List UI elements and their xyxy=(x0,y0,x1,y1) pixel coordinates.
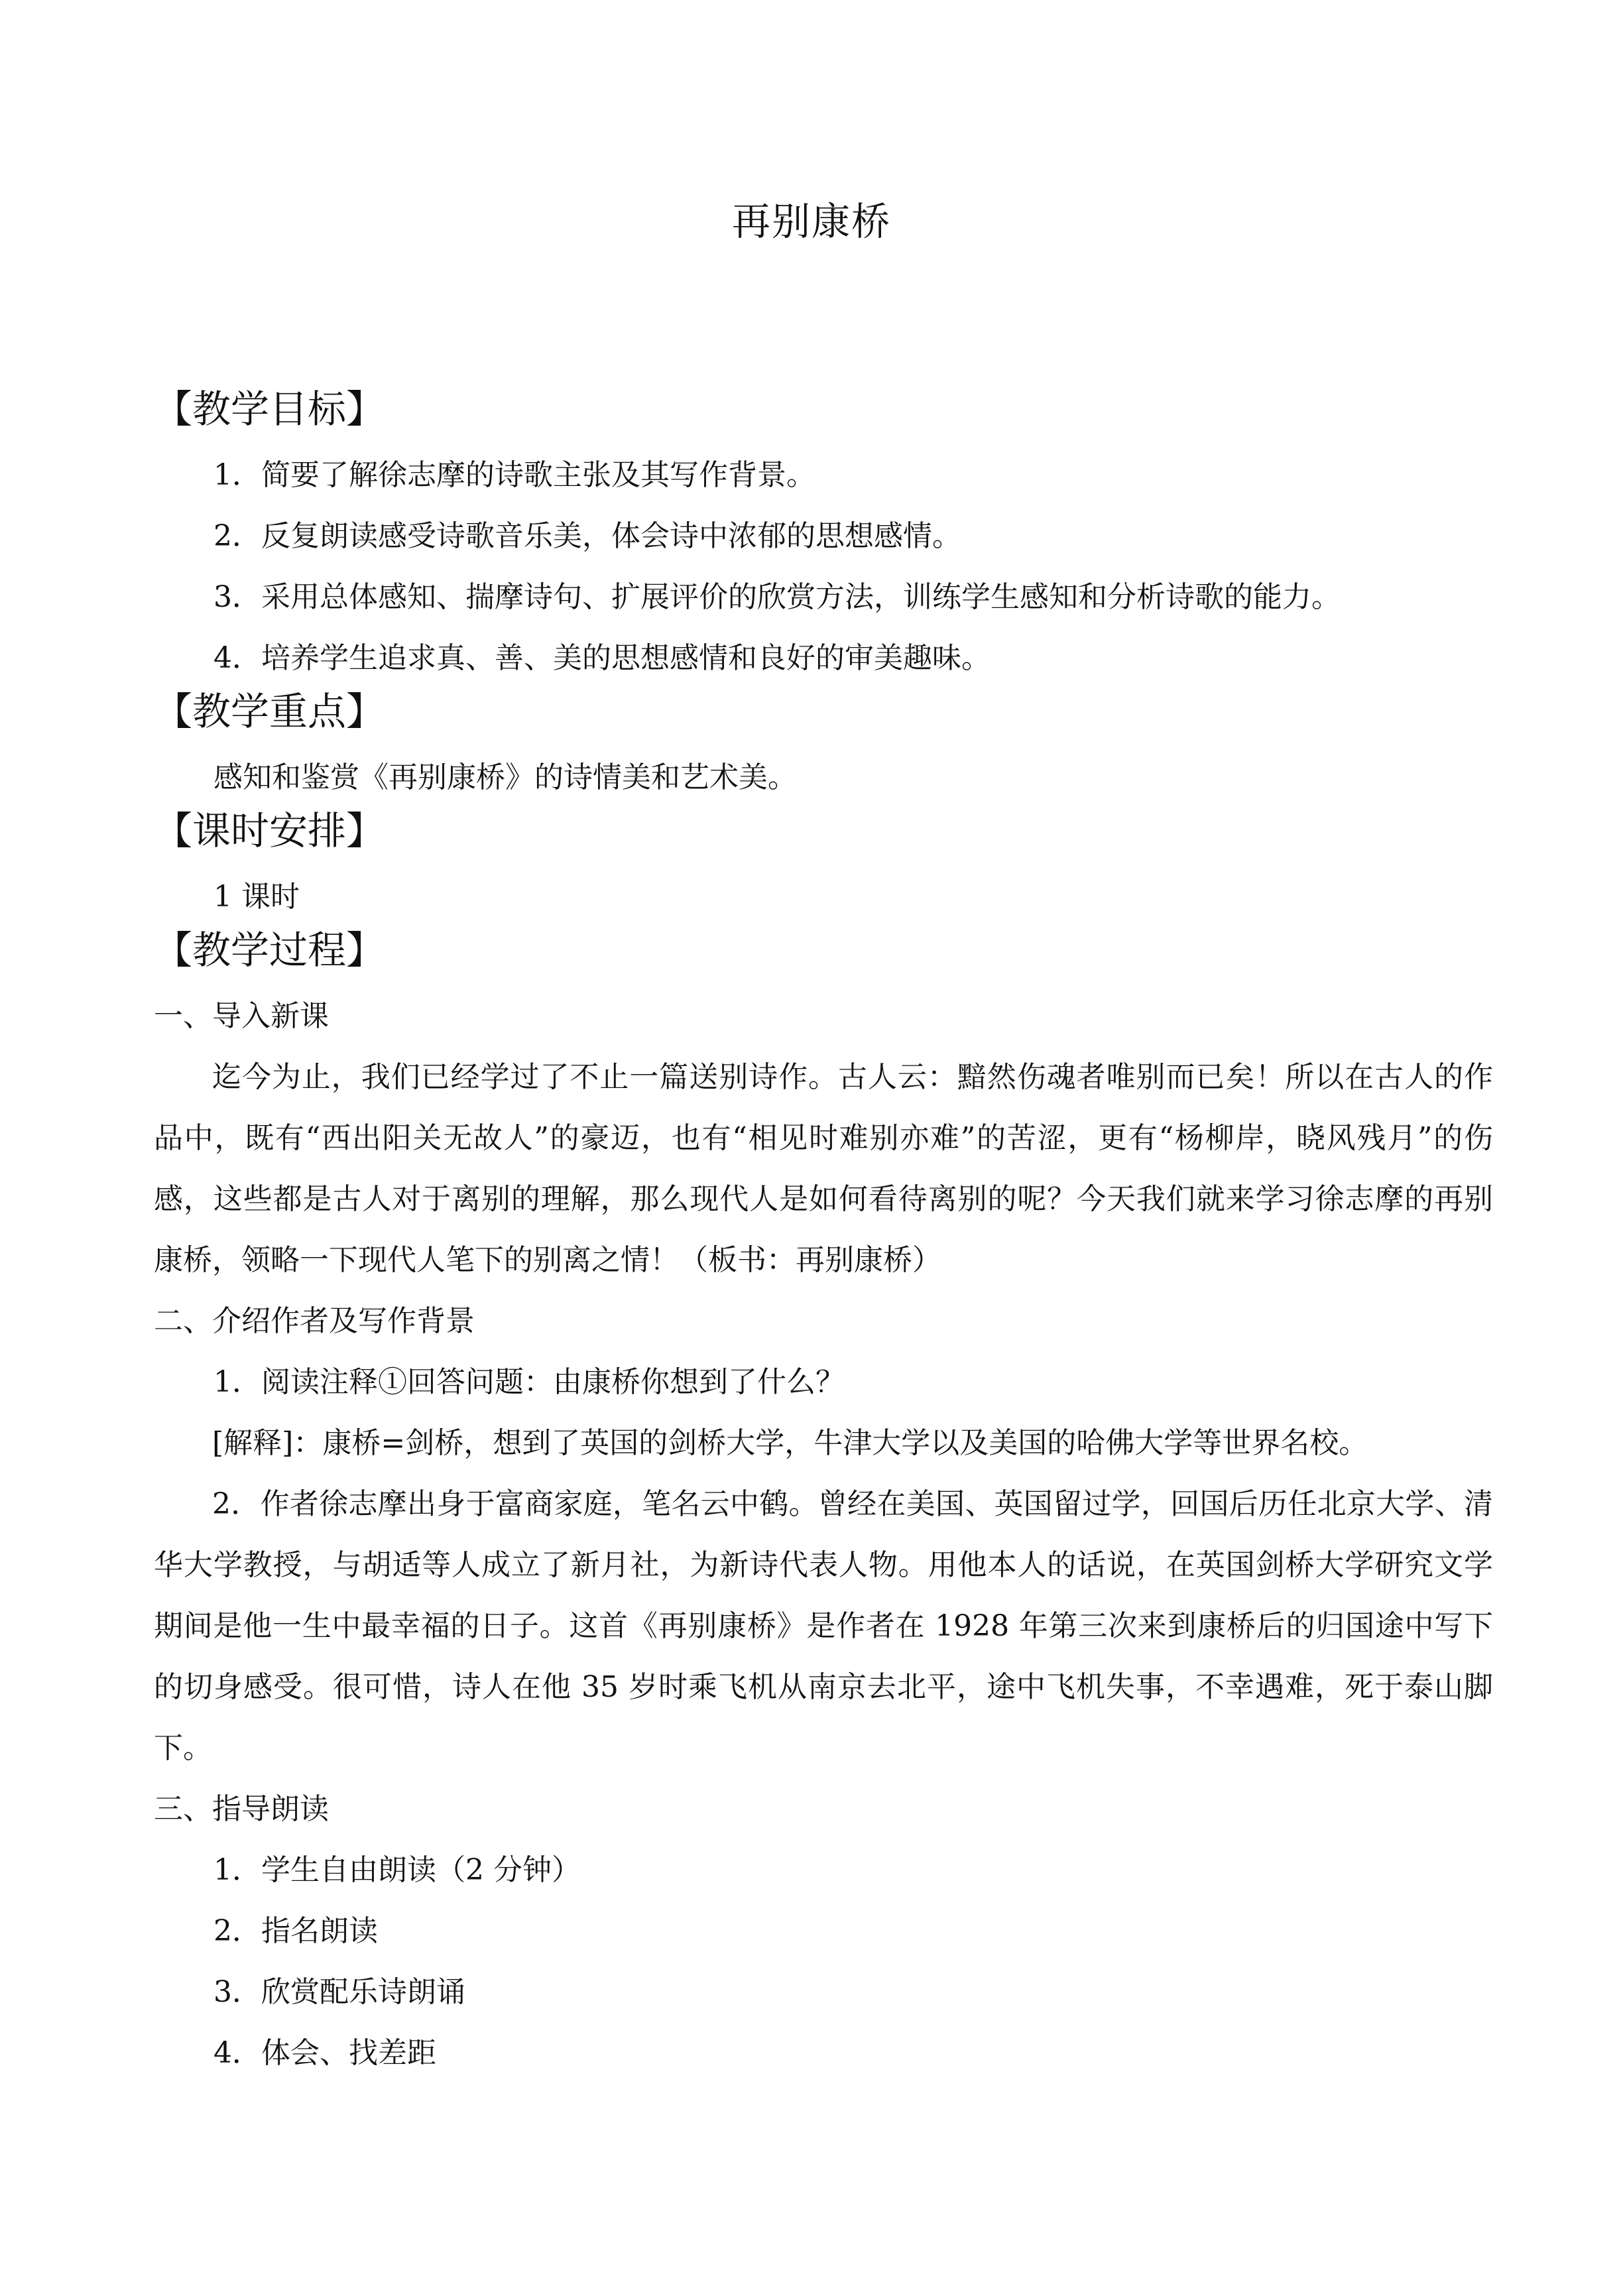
section-heading-goals: 【教学目标】 xyxy=(154,387,385,432)
process-part1-title: 一、导入新课 xyxy=(154,999,329,1033)
section-heading-focus: 【教学重点】 xyxy=(154,689,385,734)
process-part3-title: 三、指导朗读 xyxy=(154,1792,329,1826)
schedule-text: 1 课时 xyxy=(213,880,300,914)
document-title: 再别康桥 xyxy=(731,199,891,244)
process-part2-author-intro: 2．作者徐志摩出身于富商家庭，笔名云中鹤。曾经在美国、英国留过学，回国后历任北京大学、清华大学教授，与胡适等人成立了新月社，为新诗代表人物。用他本人的话说，在英国剑桥大学研究文学期间是他一生中最幸福的日子。这首《再别康桥》是作者在 1928 年第三次来到康桥后的归国途中写下的切身感受。很可惜，诗人在他 35 岁时乘飞机从南京去北平，途中飞机失事，不幸遇难，死于泰山脚下。 xyxy=(154,1487,1493,1765)
reading-step: 1．学生自由朗读（2 分钟） xyxy=(213,1853,581,1887)
process-part1-paragraph: 迄今为止，我们已经学过了不止一篇送别诗作。古人云：黯然伤魂者唯别而已矣！所以在古人的作品中，既有“西出阳关无故人”的豪迈，也有“相见时难别亦难”的苦涩，更有“杨柳岸，晓风残月”的伤感，这些都是古人对于离别的理解，那么现代人是如何看待离别的呢？今天我们就来学习徐志摩的再别康桥，领略一下现代人笔下的别离之情！（板书：再别康桥） xyxy=(154,1060,1493,1277)
process-part2-answer: [解释]：康桥=剑桥，想到了英国的剑桥大学，牛津大学以及美国的哈佛大学等世界名校。 xyxy=(212,1426,1368,1460)
section-heading-process: 【教学过程】 xyxy=(154,928,385,973)
process-part2-question: 1．阅读注释①回答问题：由康桥你想到了什么？ xyxy=(213,1365,845,1399)
goal-item: 2．反复朗读感受诗歌音乐美，体会诗中浓郁的思想感情。 xyxy=(213,519,961,553)
focus-text: 感知和鉴赏《再别康桥》的诗情美和艺术美。 xyxy=(213,760,797,794)
reading-step: 3．欣赏配乐诗朗诵 xyxy=(213,1975,465,2009)
goal-item: 1．简要了解徐志摩的诗歌主张及其写作背景。 xyxy=(213,458,815,492)
section-heading-schedule: 【课时安排】 xyxy=(154,808,385,853)
goal-item: 4．培养学生追求真、善、美的思想感情和良好的审美趣味。 xyxy=(213,641,991,675)
goal-item: 3．采用总体感知、揣摩诗句、扩展评价的欣赏方法，训练学生感知和分析诗歌的能力。 xyxy=(213,580,1341,614)
reading-step: 4．体会、找差距 xyxy=(213,2036,436,2070)
reading-step: 2．指名朗读 xyxy=(213,1914,378,1948)
process-part2-title: 二、介绍作者及写作背景 xyxy=(154,1304,475,1338)
document-body xyxy=(154,387,1493,2084)
